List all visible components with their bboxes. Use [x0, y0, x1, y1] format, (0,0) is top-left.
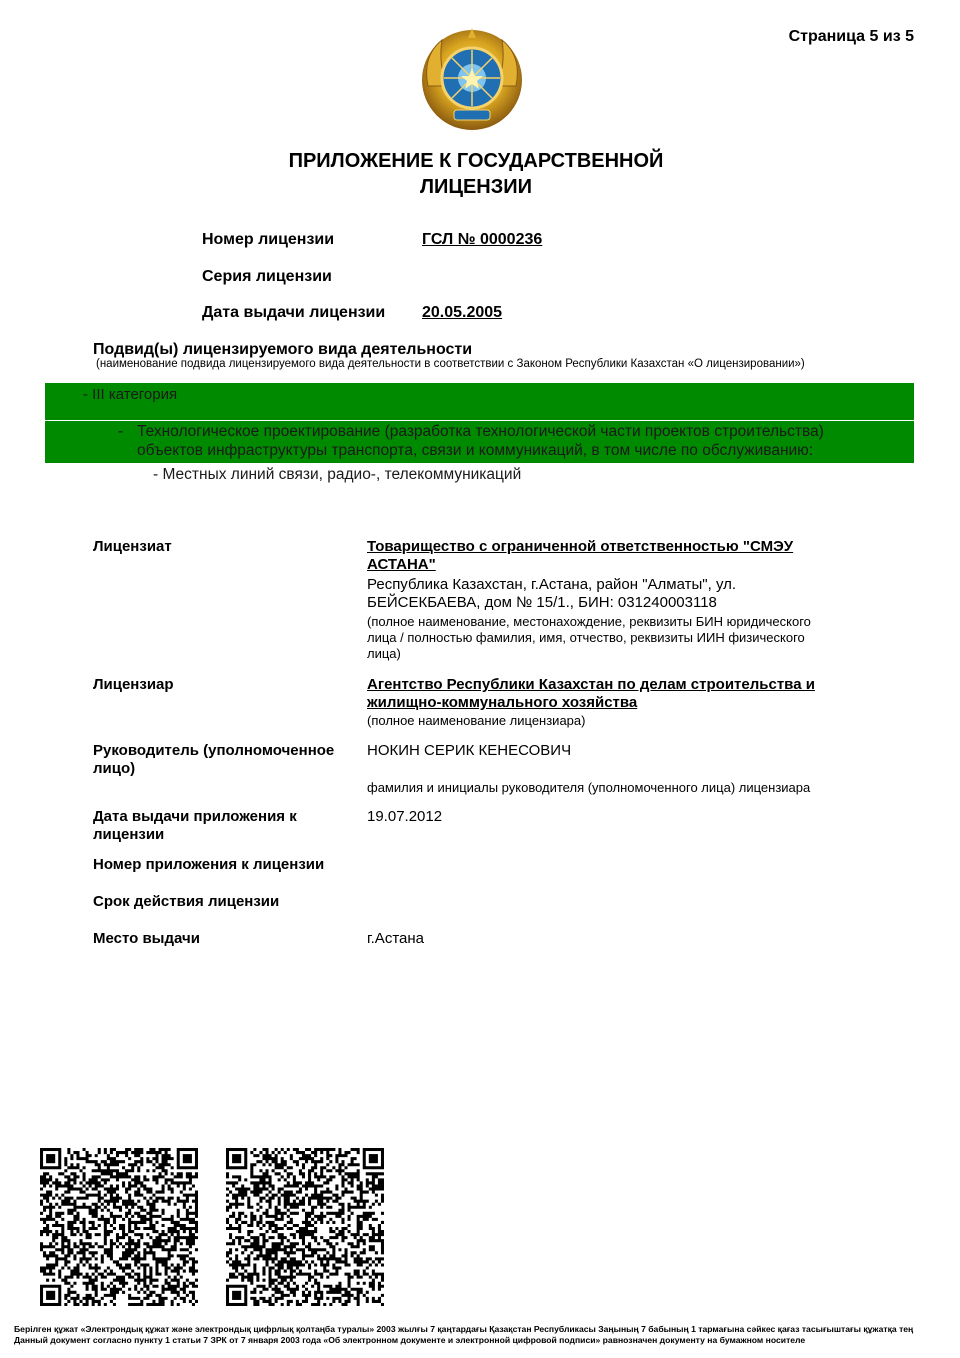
head-value: НОКИН СЕРИК КЕНЕСОВИЧ	[367, 742, 572, 759]
license-number-label: Номер лицензии	[202, 231, 335, 248]
licensee-address-line-1: Республика Казахстан, г.Астана, район "Алматы", ул.	[367, 576, 737, 593]
licensee-name-line-1: Товарищество с ограниченной ответственностью "СМЭУ	[367, 538, 794, 555]
footer-line-1: Берілген құжат «Электрондық құжат және электрондық цифрлық қолтаңба туралы» 2003 жылғы 7 қаңтардағы Қазақстан Республикасы Заңының 7 бабының 1 тармағына сәйкес қағаз тасығыштағы құжатқа тең	[14, 1324, 914, 1334]
license-series-label: Серия лицензии	[202, 268, 332, 285]
validity-label: Срок действия лицензии	[93, 893, 280, 910]
activity-category: - III категория	[83, 386, 178, 403]
licensor-name	[367, 676, 867, 712]
subtypes-heading: Подвид(ы) лицензируемого вида деятельности	[93, 341, 473, 358]
subtypes-note: (наименование подвида лицензируемого вида деятельности в соответствии с Законом Республики Казахстан «О лицензировании»)	[96, 358, 805, 370]
place-label: Место выдачи	[93, 930, 200, 947]
licensee-address	[367, 576, 867, 612]
annex-date-label-line-2: лицензии	[93, 826, 165, 843]
licensee-note	[367, 614, 867, 662]
activity-item-line-2: объектов инфраструктуры транспорта, связи и коммуникаций, в том числе по обслуживанию:	[137, 442, 814, 459]
license-number-row	[202, 231, 542, 249]
license-date-row	[202, 304, 502, 322]
annex-date-label-line-1: Дата выдачи приложения к	[93, 808, 297, 825]
license-number-value: ГСЛ № 0000236	[422, 231, 543, 248]
document-title	[0, 148, 952, 200]
licensee-note-line-3: лица)	[367, 646, 401, 661]
qr-code-icon	[40, 1148, 198, 1306]
licensee-name-line-2: АСТАНА"	[367, 556, 436, 573]
annex-date-value: 19.07.2012	[367, 808, 443, 825]
place-value: г.Астана	[367, 930, 424, 947]
licensee-address-line-2: БЕЙСЕКБАЕВА, дом № 15/1., БИН: 031240003118	[367, 594, 717, 611]
page-number: Страница 5 из 5	[788, 28, 914, 45]
head-label-line-1: Руководитель (уполномоченное	[93, 742, 335, 759]
licensor-note: (полное наименование лицензиара)	[367, 713, 586, 728]
state-emblem-icon	[418, 26, 526, 134]
license-date-label: Дата выдачи лицензии	[202, 304, 386, 321]
licensee-name	[367, 538, 867, 574]
license-date-value: 20.05.2005	[422, 304, 503, 321]
annex-date-label	[93, 808, 355, 844]
activity-item-dash: -	[118, 423, 124, 440]
licensee-note-line-1: (полное наименование, местонахождение, реквизиты БИН юридического	[367, 614, 811, 629]
licensee-label: Лицензиат	[93, 538, 172, 555]
head-label-line-2: лицо)	[93, 760, 136, 777]
licensee-note-line-2: лица / полностью фамилия, имя, отчество, реквизиты ИИН физического	[367, 630, 805, 645]
licensor-label: Лицензиар	[93, 676, 174, 693]
title-line-1: ПРИЛОЖЕНИЕ К ГОСУДАРСТВЕННОЙ	[288, 150, 664, 172]
activity-item-line-1: Технологическое проектирование (разработка технологической части проектов строительства)	[137, 423, 824, 440]
licensor-name-line-2: жилищно-коммунального хозяйства	[367, 694, 638, 711]
qr-code-icon	[226, 1148, 384, 1306]
annex-number-label: Номер приложения к лицензии	[93, 856, 325, 873]
head-label	[93, 742, 355, 778]
licensor-name-line-1: Агентство Республики Казахстан по делам строительства и	[367, 676, 815, 693]
activity-subitem: - Местных линий связи, радио-, телекоммуникаций	[153, 466, 522, 483]
footer-line-2: Данный документ согласно пункту 1 статьи 7 ЗРК от 7 января 2003 года «Об электронном документе и электронной цифровой подписи» равнозначен документу на бумажном носителе	[14, 1335, 806, 1345]
head-note: фамилия и инициалы руководителя (уполномоченного лица) лицензиара	[367, 780, 811, 795]
license-series-row	[202, 268, 422, 286]
title-line-2: ЛИЦЕНЗИИ	[419, 176, 533, 198]
